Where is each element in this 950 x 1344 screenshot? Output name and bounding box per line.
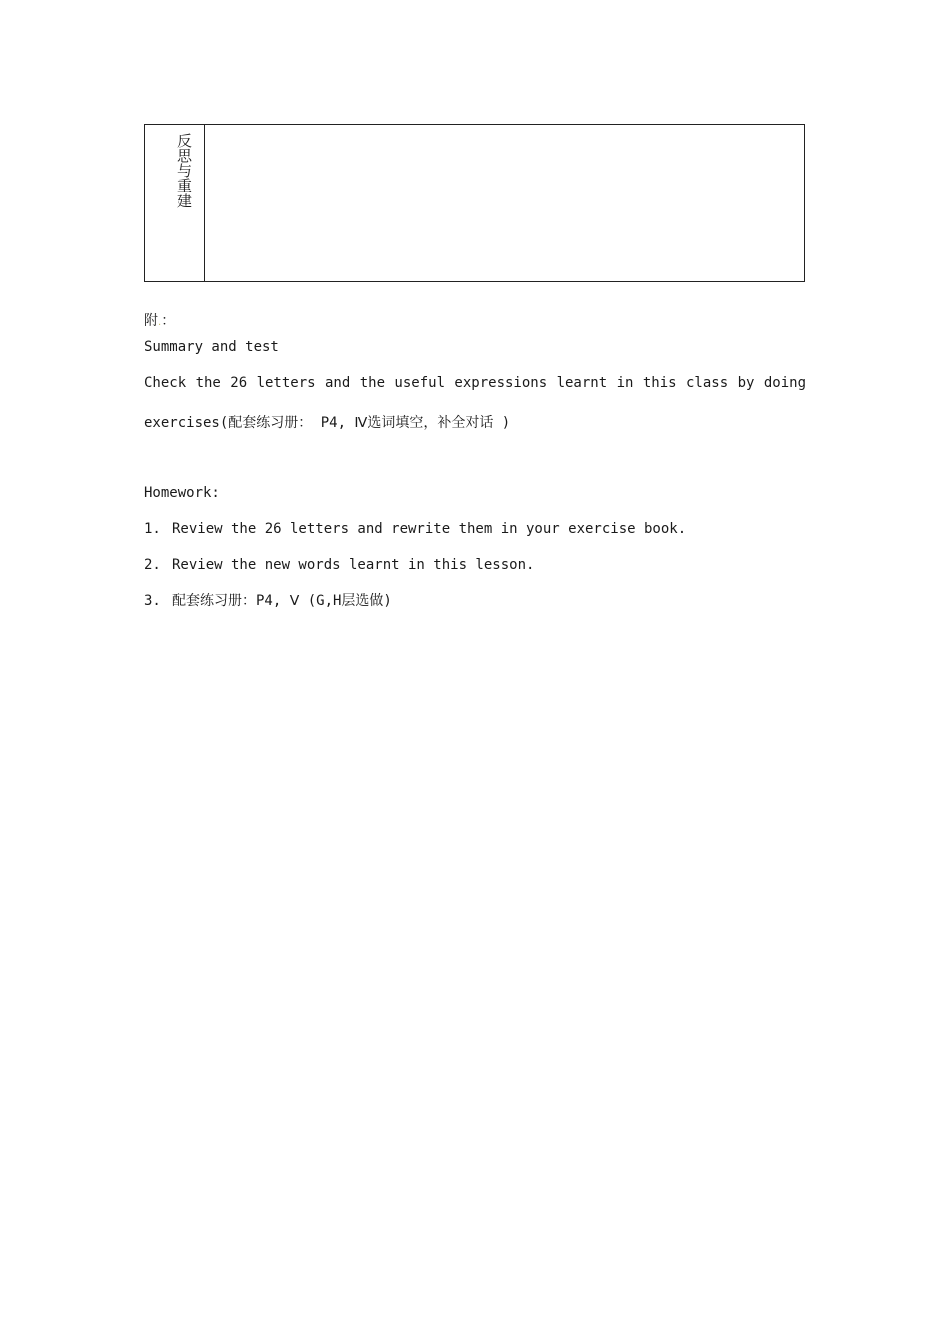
homework-item-text: Review the new words learnt in this lesson. (172, 557, 535, 573)
homework-heading: Homework: (144, 485, 220, 501)
attachment-marker: . (158, 317, 162, 328)
reflection-label: 反思与重建 (175, 133, 193, 208)
reflection-content-cell (205, 125, 804, 281)
homework-item-3 (144, 592, 392, 610)
attachment-colon: ： (161, 313, 176, 329)
homework-item-text: Review the 26 letters and rewrite them in your exercise book. (172, 521, 687, 537)
reflection-label-cell (145, 125, 205, 281)
homework-item-2 (144, 556, 534, 574)
homework-item-number: 2. (144, 557, 161, 573)
instruction-line-1: Check the 26 letters and the useful expressions learnt in this class by doing (144, 375, 806, 391)
reflection-table (144, 124, 805, 282)
homework-item-text: 配套练习册：P4, Ⅴ (G,H层选做) (172, 593, 392, 609)
section-title: Summary and test (144, 339, 279, 355)
homework-item-number: 1. (144, 521, 161, 537)
attachment-heading-text: 附 (144, 313, 158, 329)
instruction-line-2: exercises(配套练习册： P4, Ⅳ选词填空，补全对话 ) (144, 415, 511, 431)
homework-item-number: 3. (144, 593, 161, 609)
attachment-heading (144, 312, 175, 332)
homework-item-1 (144, 520, 686, 538)
